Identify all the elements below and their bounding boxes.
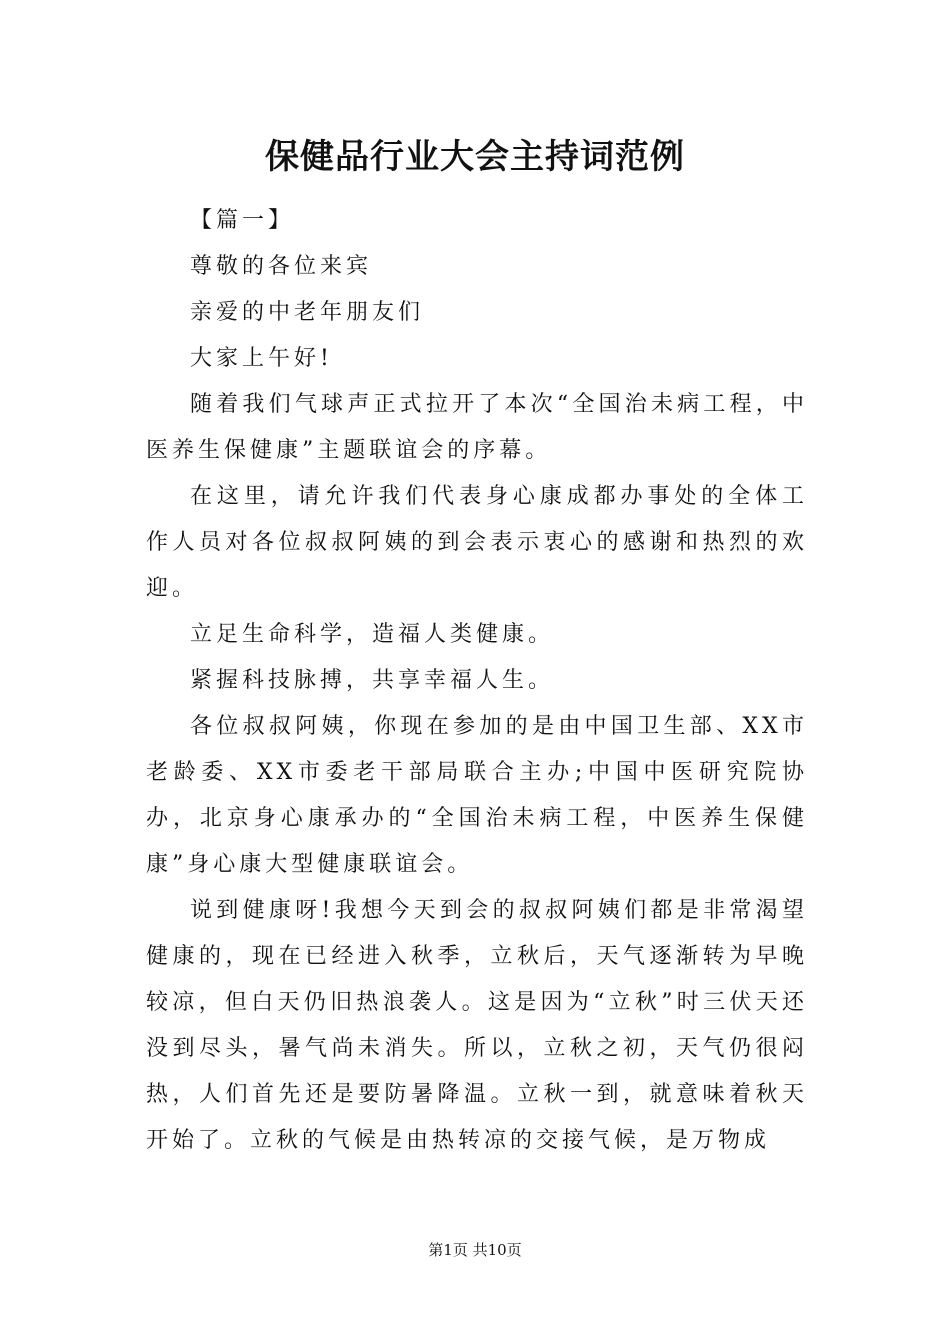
paragraph-health: 说到健康呀!我想今天到会的叔叔阿姨们都是非常渴望健康的，现在已经进入秋季，立秋后，天气逐渐转为早晚较凉，但白天仍旧热浪袭人。这是因为“立秋”时三伏天还没到尽头，暑气尚未消失。所以，立秋之初，天气仍很闷热，人们首先还是要防暑降温。立秋一到，就意味着秋天开始了。立秋的气候是由热转凉的交接气候，是万物成	[146, 898, 808, 1153]
document-title: 保健品行业大会主持词范例	[265, 137, 685, 177]
greeting-guests: 尊敬的各位来宾	[190, 254, 373, 279]
slogan-line-1: 立足生命科学，造福人类健康。	[190, 622, 555, 647]
paragraph-organizers: 各位叔叔阿姨，你现在参加的是由中国卫生部、XX市老龄委、XX市委老干部局联合主办;中国中医研究院协办，北京身心康承办的“全国治未病工程，中医养生保健康”身心康大型健康联谊会。	[146, 714, 808, 877]
paragraph-welcome: 在这里，请允许我们代表身心康成都办事处的全体工作人员对各位叔叔阿姨的到会表示衷心的感谢和热烈的欢迎。	[146, 484, 808, 601]
greeting-friends: 亲爱的中老年朋友们	[190, 300, 425, 325]
page-footer: 第1页 共10页	[428, 1241, 522, 1259]
document-body	[146, 198, 808, 1164]
slogan-line-2: 紧握科技脉搏，共享幸福人生。	[190, 668, 555, 693]
greeting-morning: 大家上午好!	[190, 346, 333, 371]
section-heading: 【篇一】	[190, 208, 295, 233]
paragraph-opening: 随着我们气球声正式拉开了本次“全国治未病工程，中医养生保健康”主题联谊会的序幕。	[146, 392, 808, 463]
